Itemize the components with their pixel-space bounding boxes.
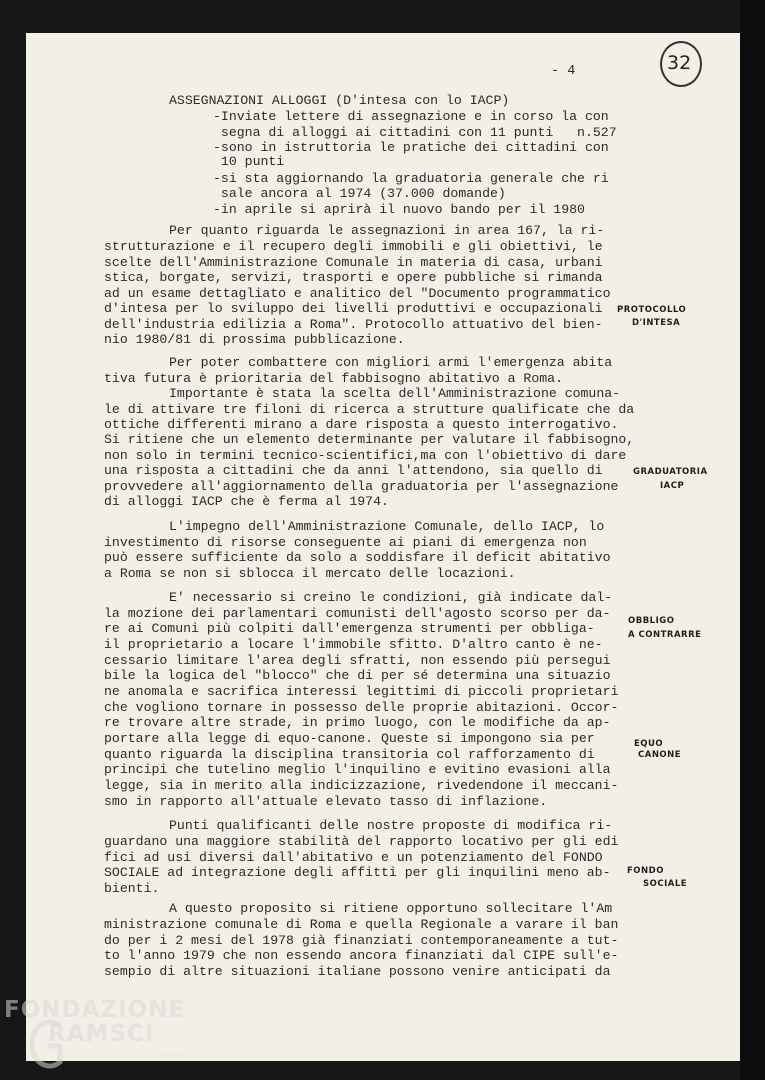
section-heading: ASSEGNAZIONI ALLOGGI (D'intesa con lo IACP) bbox=[169, 93, 510, 108]
text-line: una risposta a cittadini che da anni l'attendono, sia quello di bbox=[104, 463, 603, 478]
text-line: quanto riguarda la disciplina transitoria col rafforzamento di bbox=[104, 747, 595, 762]
text-line: che vogliono tornare in possesso delle proprie abitazioni. Occor- bbox=[104, 700, 619, 715]
text-line: -si sta aggiornando la graduatoria generale che ri bbox=[213, 171, 609, 186]
text-line: re ai Comuni più colpiti dall'emergenza strumenti per obbliga- bbox=[104, 621, 595, 636]
text-line: ottiche differenti mirano a dare risposta a questo interrogativo. bbox=[104, 417, 619, 432]
text-line: -sono in istruttoria le pratiche dei cittadini con bbox=[213, 140, 609, 155]
text-line: A questo proposito si ritiene opportuno sollecitare l'Am bbox=[169, 901, 613, 916]
text-line: bile la logica del "blocco" che di per sé determina una situazio bbox=[104, 668, 611, 683]
text-line: L'impegno dell'Amministrazione Comunale, dello IACP, lo bbox=[169, 519, 605, 534]
text-line: può essere sufficiente da solo a soddisfare il deficit abitativo bbox=[104, 550, 611, 565]
text-line: a Roma se non si sblocca il mercato delle locazioni. bbox=[104, 566, 516, 581]
scan-edge bbox=[740, 0, 765, 1080]
margin-note: OBBLIGO bbox=[628, 616, 675, 626]
text-line: le di attivare tre filoni di ricerca a strutture qualificate che da bbox=[104, 402, 635, 417]
margin-note: A CONTRARRE bbox=[628, 630, 702, 640]
text-line: Punti qualificanti delle nostre proposte di modifica ri- bbox=[169, 818, 613, 833]
text-line: strutturazione e il recupero degli immobili e gli obiettivi, le bbox=[104, 239, 603, 254]
watermark-line1: FONDAZIONE bbox=[4, 997, 186, 1023]
margin-note: PROTOCOLLO bbox=[617, 305, 687, 315]
text-line: dell'industria edilizia a Roma". Protocollo attuativo del bien- bbox=[104, 317, 603, 332]
text-line: Importante è stata la scelta dell'Amministrazione comuna- bbox=[169, 386, 621, 401]
text-line: -Inviate lettere di assegnazione e in corso la con bbox=[213, 109, 609, 124]
text-line: principi che tutelino meglio l'inquilino e evitino evasioni alla bbox=[104, 762, 611, 777]
text-line: il proprietario a locare l'immobile sfitto. D'altro canto è ne- bbox=[104, 637, 603, 652]
text-line: segna di alloggi ai cittadini con 11 punti n.527 bbox=[213, 125, 617, 140]
text-line: scelte dell'Amministrazione Comunale in materia di casa, urbani bbox=[104, 255, 603, 270]
margin-note: GRADUATORIA bbox=[633, 467, 708, 477]
watermark-line2: RAMSCI bbox=[48, 1021, 155, 1047]
margin-note: CANONE bbox=[638, 750, 682, 760]
margin-note: IACP bbox=[660, 481, 685, 491]
text-line: -in aprile si aprirà il nuovo bando per il 1980 bbox=[213, 202, 585, 217]
text-line: fici ad usi diversi dall'abitativo e un potenziamento del FONDO bbox=[104, 850, 603, 865]
text-line: d'intesa per lo sviluppo dei livelli produttivi e occupazionali bbox=[104, 301, 603, 316]
text-line: investimento di risorse conseguente ai piani di emergenza non bbox=[104, 535, 587, 550]
text-line: stica, borgate, servizi, trasporti e opere pubbliche si rimanda bbox=[104, 270, 603, 285]
text-line: ad un esame dettagliato e analitico del "Documento programmatico bbox=[104, 286, 611, 301]
text-line: Per poter combattere con migliori armi l'emergenza abita bbox=[169, 355, 613, 370]
text-line: legge, sia in merito alla indicizzazione, rivedendone il meccani- bbox=[104, 778, 619, 793]
text-line: bienti. bbox=[104, 881, 160, 896]
text-line: re trovare altre strade, in primo luogo, con le modifiche da ap- bbox=[104, 715, 611, 730]
text-line: sale ancora al 1974 (37.000 domande) bbox=[213, 186, 506, 201]
text-line: guardano una maggiore stabilità del rapporto locativo per gli edi bbox=[104, 834, 619, 849]
text-line: E' necessario si creino le condizioni, già indicate dal- bbox=[169, 590, 613, 605]
margin-note: SOCIALE bbox=[643, 879, 688, 889]
text-line: 10 punti bbox=[213, 154, 285, 169]
archive-number: 32 bbox=[667, 52, 692, 74]
text-line: Per quanto riguarda le assegnazioni in area 167, la ri- bbox=[169, 223, 605, 238]
margin-note: D'INTESA bbox=[632, 318, 681, 328]
margin-note: FONDO bbox=[627, 866, 664, 876]
text-line: ministrazione comunale di Roma e quella Regionale a varare il ban bbox=[104, 917, 619, 932]
text-line: la mozione dei parlamentari comunisti dell'agosto scorso per da- bbox=[104, 606, 611, 621]
text-line: smo in rapporto all'attuale elevato tasso di inflazione. bbox=[104, 794, 548, 809]
text-line: portare alla legge di equo-canone. Queste si impongono sia per bbox=[104, 731, 595, 746]
watermark-sub: onlus bbox=[160, 1050, 182, 1059]
text-line: do per i 2 mesi del 1978 già finanziati contemporaneamente a tut- bbox=[104, 933, 619, 948]
text-line: di alloggi IACP che è ferma al 1974. bbox=[104, 494, 389, 509]
text-line: cessario limitare l'area degli sfratti, non essendo più persegui bbox=[104, 653, 611, 668]
text-line: SOCIALE ad integrazione degli affitti per gli inquilini meno ab- bbox=[104, 865, 611, 880]
text-line: nio 1980/81 di prossima pubblicazione. bbox=[104, 332, 405, 347]
text-line: ne anomala e sacrifica interessi legittimi di piccoli proprietari bbox=[104, 684, 619, 699]
margin-note: EQUO bbox=[634, 739, 664, 749]
text-line: non solo in termini tecnico-scientifici,ma con l'obiettivo di dare bbox=[104, 448, 627, 463]
text-line: tiva futura è prioritaria del fabbisogno abitativo a Roma. bbox=[104, 371, 563, 386]
page-number: - 4 bbox=[551, 64, 576, 79]
text-line: provvedere all'aggiornamento della graduatoria per l'assegnazione bbox=[104, 479, 619, 494]
text-line: sempio di altre situazioni italiane possono venire anticipati da bbox=[104, 964, 611, 979]
text-line: Si ritiene che un elemento determinante per valutare il fabbisogno, bbox=[104, 432, 635, 447]
text-line: to l'anno 1979 che non essendo ancora finanziati dal CIPE sull'e- bbox=[104, 948, 619, 963]
